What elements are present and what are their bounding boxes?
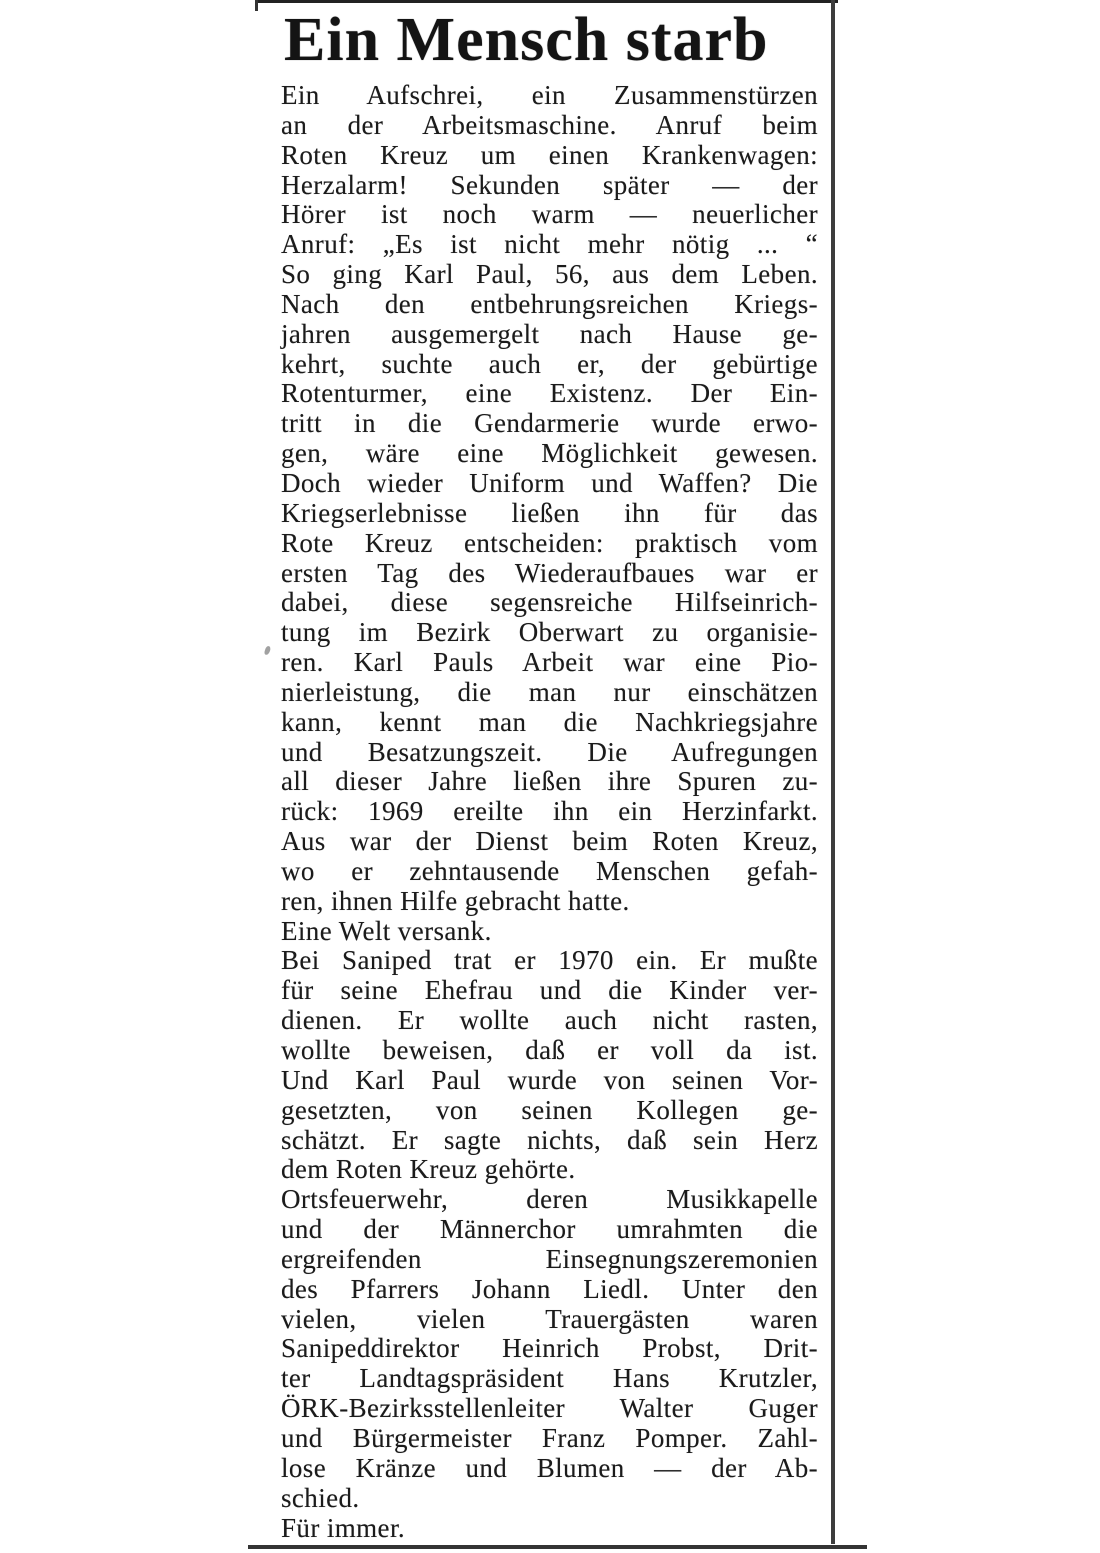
text-line: Und Karl Paul wurde von seinen Vor- [281, 1064, 818, 1095]
text-line: Hörer ist noch warm — neuerlicher [281, 199, 818, 230]
text-line: Herzalarm! Sekunden später — der [281, 169, 818, 200]
text-line: Für immer. [281, 1512, 405, 1543]
text-line: schied. [281, 1482, 360, 1513]
text-line: Rotenturmer, eine Existenz. Der Ein- [281, 378, 818, 409]
text-line: wo er zehntausende Menschen gefah- [281, 855, 818, 886]
text-line: dem Roten Kreuz gehörte. [281, 1154, 576, 1185]
text-line: Aus war der Dienst beim Roten Kreuz, [281, 826, 818, 857]
text-line: des Pfarrers Johann Liedl. Unter den [281, 1273, 818, 1304]
text-line: Roten Kreuz um einen Krankenwagen: [281, 139, 818, 170]
text-line: und Bürgermeister Franz Pomper. Zahl- [281, 1422, 818, 1453]
text-line: ergreifenden Einsegnungszeremonien [281, 1243, 818, 1274]
text-line: Kriegserlebnisse ließen ihn für das [281, 497, 818, 528]
text-line: Sanipeddirektor Heinrich Probst, Drit- [281, 1333, 818, 1364]
text-line: Nach den entbehrungsreichen Kriegs- [281, 288, 818, 319]
scan-artifact-speck [264, 645, 272, 655]
text-line: Rote Kreuz entscheiden: praktisch vom [281, 527, 818, 558]
text-line: jahren ausgemergelt nach Hause ge- [281, 318, 818, 349]
text-line: Anruf: „Es ist nicht mehr nötig ... “ [281, 229, 818, 260]
text-line: für seine Ehefrau und die Kinder ver- [281, 975, 818, 1006]
text-line: ÖRK-Bezirksstellenleiter Walter Guger [281, 1393, 818, 1424]
text-line: ren, ihnen Hilfe gebracht hatte. [281, 885, 630, 916]
text-line: ren. Karl Pauls Arbeit war eine Pio- [281, 647, 818, 678]
text-line: und Besatzungszeit. Die Aufregungen [281, 736, 818, 767]
text-line: ersten Tag des Wiederaufbaues war er [281, 557, 818, 588]
top-border-left-tick [255, 0, 258, 11]
text-line: an der Arbeitsmaschine. Anruf beim [281, 109, 818, 140]
text-line: wollte beweisen, daß er voll da ist. [281, 1035, 818, 1065]
text-line: ter Landtagspräsident Hans Krutzler, [281, 1363, 818, 1394]
text-line: vielen, vielen Trauergästen waren [281, 1303, 818, 1334]
text-line: Eine Welt versank. [281, 915, 492, 946]
text-line: kann, kennt man die Nachkriegsjahre [281, 706, 818, 737]
bottom-border-rule [248, 1545, 867, 1549]
column-divider-rule [831, 0, 835, 1544]
text-line: Ortsfeuerwehr, deren Musikkapelle [281, 1184, 818, 1215]
article-body [281, 81, 818, 1543]
text-line: schätzt. Er sagte nichts, daß sein Herz [281, 1124, 818, 1155]
text-line: So ging Karl Paul, 56, aus dem Leben. [281, 259, 818, 290]
top-border-rule [255, 0, 838, 3]
text-line: gen, wäre eine Möglichkeit gewesen. [281, 438, 818, 469]
text-line: Bei Saniped trat er 1970 ein. Er mußte [281, 945, 818, 976]
text-line: rück: 1969 ereilte ihn ein Herzinfarkt. [281, 796, 818, 827]
text-line: tritt in die Gendarmerie wurde erwo- [281, 408, 818, 439]
text-line: all dieser Jahre ließen ihre Spuren zu- [281, 766, 818, 797]
text-line: dienen. Er wollte auch nicht rasten, [281, 1005, 818, 1036]
text-line: gesetzten, von seinen Kollegen ge- [281, 1094, 818, 1125]
text-line: kehrt, suchte auch er, der gebürtige [281, 348, 818, 379]
text-line: Doch wieder Uniform und Waffen? Die [281, 467, 818, 498]
article-column [281, 8, 818, 1543]
text-line: nierleistung, die man nur einschätzen [281, 676, 818, 707]
text-line: und der Männerchor umrahmten die [281, 1214, 818, 1245]
text-line: lose Kränze und Blumen — der Ab- [281, 1452, 818, 1483]
text-line: Ein Aufschrei, ein Zusammenstürzen [281, 80, 818, 110]
text-line: tung im Bezirk Oberwart zu organisie- [281, 617, 818, 648]
article-title: Ein Mensch starb [284, 6, 769, 74]
text-line: dabei, diese segensreiche Hilfseinrich- [281, 587, 818, 618]
